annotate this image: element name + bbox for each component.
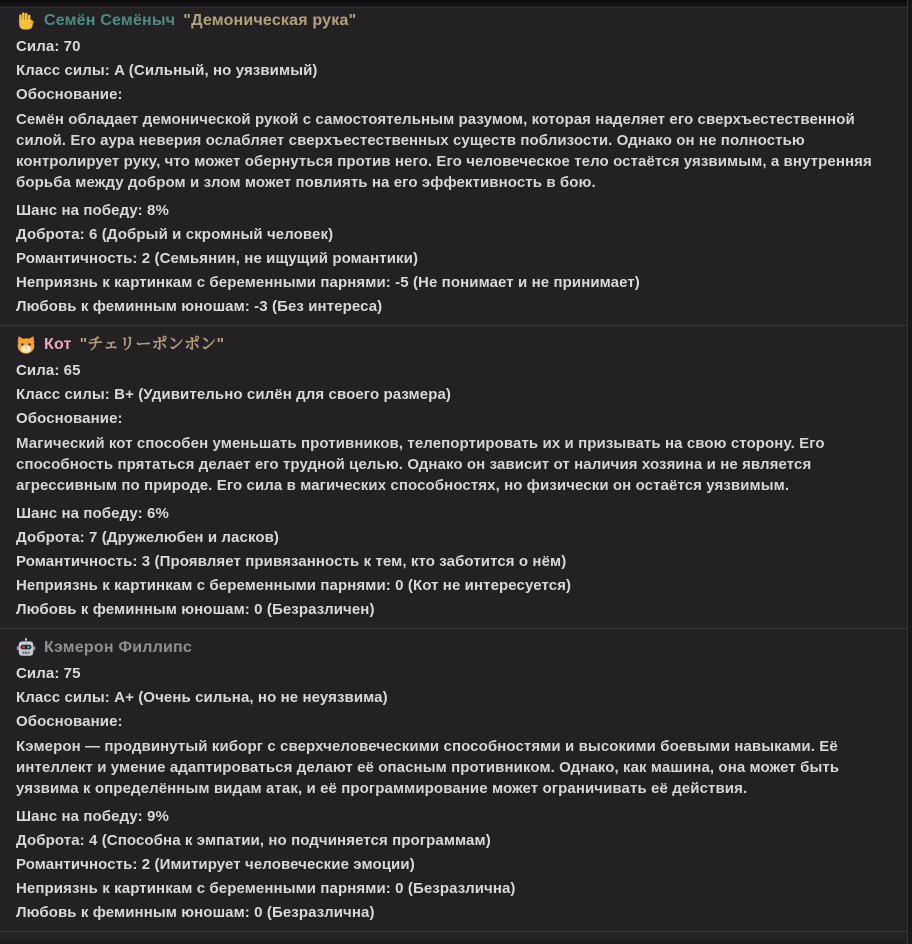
stat-love-feminine-boys: Любовь к феминным юношам: 0 (Безразличен) <box>16 601 375 618</box>
character-header <box>16 637 886 658</box>
window-bottom-edge <box>0 940 912 944</box>
character-card <box>16 334 886 620</box>
stat-power-class: Класс силы: A+ (Очень сильна, но не неуязвима) <box>16 689 388 706</box>
cat-face-icon <box>16 335 36 355</box>
stat-win-chance: Шанс на победу: 6% <box>16 505 169 522</box>
character-quoted-title: "Демоническая рука" <box>183 12 357 29</box>
character-header <box>16 334 886 355</box>
stat-romance: Романтичность: 3 (Проявляет привязанность к тем, кто заботится о нём) <box>16 553 567 570</box>
section-divider <box>0 325 912 326</box>
section-divider <box>0 931 912 932</box>
window-top-edge <box>0 0 912 8</box>
stat-win-chance: Шанс на победу: 8% <box>16 202 169 219</box>
stat-strength: Сила: 75 <box>16 665 81 682</box>
section-divider <box>0 628 912 629</box>
stat-romance: Романтичность: 2 (Имитирует человеческие эмоции) <box>16 856 415 873</box>
character-name: Кот <box>44 336 72 353</box>
robot-icon <box>16 638 36 658</box>
character-card <box>16 637 886 923</box>
justification-label: Обоснование: <box>16 86 123 103</box>
window-right-edge <box>907 0 912 944</box>
stat-romance: Романтичность: 2 (Семьянин, не ищущий романтики) <box>16 250 419 267</box>
stat-strength: Сила: 65 <box>16 362 81 379</box>
justification-label: Обоснование: <box>16 410 123 427</box>
stat-kindness: Доброта: 6 (Добрый и скромный человек) <box>16 226 334 243</box>
raised-hand-icon <box>16 11 36 31</box>
stat-power-class: Класс силы: B+ (Удивительно силён для своего размера) <box>16 386 451 403</box>
stat-love-feminine-boys: Любовь к феминным юношам: 0 (Безразлична) <box>16 904 375 921</box>
message-body <box>0 8 912 932</box>
character-card <box>16 10 886 317</box>
stat-dislike-pregnant-pics: Неприязнь к картинкам с беременными парнями: 0 (Кот не интересуется) <box>16 577 572 594</box>
justification-text: Семён обладает демонической рукой с самостоятельным разумом, которая наделяет его сверхъестественной силой. Его аура неверия ослабляет сверхъестественных существ поблизости. Однако он не полностью контролирует руку, что может обернуться против него. Его человеческое тело остаётся уязвимым, а внутренняя борьба между добром и злом может повлиять на его эффективность в бою. <box>16 111 872 191</box>
stat-dislike-pregnant-pics: Неприязнь к картинкам с беременными парнями: 0 (Безразлична) <box>16 880 516 897</box>
stat-love-feminine-boys: Любовь к феминным юношам: -3 (Без интереса) <box>16 298 383 315</box>
justification-text: Магический кот способен уменьшать противников, телепортировать их и призывать на свою сторону. Его способность прятаться делает его трудной целью. Однако он зависит от наличия хозяина и не является агрессивным по природе. Его сила в магических способностях, но физически он остаётся уязвимым. <box>16 435 825 494</box>
character-name: Кэмерон Филлипс <box>44 639 192 656</box>
justification-label: Обоснование: <box>16 713 123 730</box>
stat-kindness: Доброта: 7 (Дружелюбен и ласков) <box>16 529 280 546</box>
stat-dislike-pregnant-pics: Неприязнь к картинкам с беременными парнями: -5 (Не понимает и не принимает) <box>16 274 640 291</box>
stat-power-class: Класс силы: A (Сильный, но уязвимый) <box>16 62 318 79</box>
stat-kindness: Доброта: 4 (Способна к эмпатии, но подчиняется программам) <box>16 832 491 849</box>
character-header <box>16 10 886 31</box>
character-name: Семён Семёныч <box>44 12 176 29</box>
character-quoted-title: "チェリーポンポン" <box>79 336 225 353</box>
stat-strength: Сила: 70 <box>16 38 81 55</box>
justification-text: Кэмерон — продвинутый киборг с сверхчеловеческими способностями и высокими боевыми навыками. Её интеллект и умение адаптироваться делают её опасным противником. Однако, как машина, она может быть уязвима к определённым видам атак, и её программирование может ограничивать её действия. <box>16 738 840 797</box>
stat-win-chance: Шанс на победу: 9% <box>16 808 169 825</box>
